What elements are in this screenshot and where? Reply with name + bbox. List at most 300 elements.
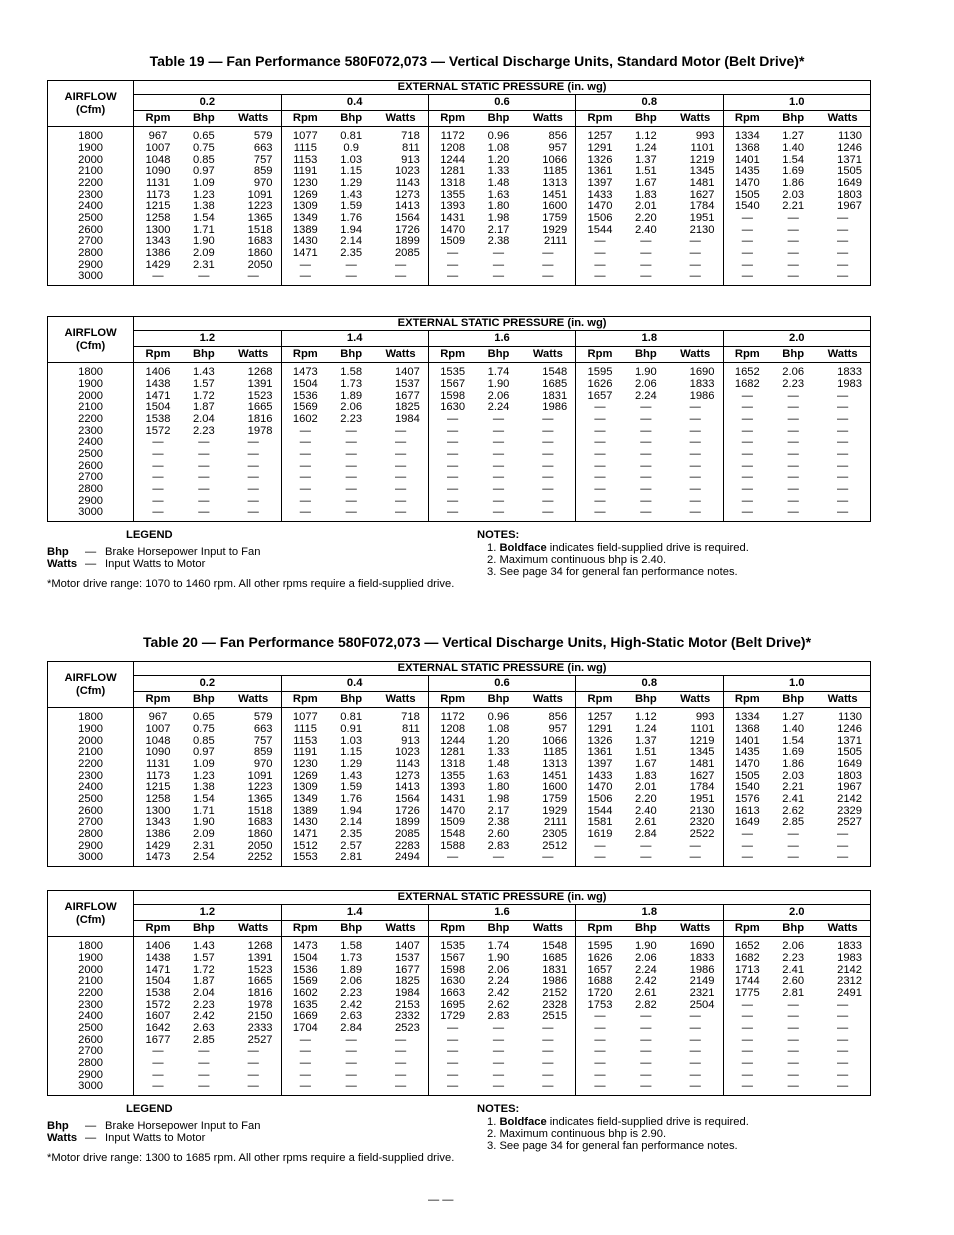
table-cell: — bbox=[815, 437, 870, 449]
airflow-header bbox=[48, 81, 134, 127]
table-row bbox=[48, 449, 871, 461]
table-cell: 1172 bbox=[428, 708, 476, 724]
cfm-label: (Cfm) bbox=[75, 684, 106, 697]
table-cell: — bbox=[345, 483, 357, 496]
table-cell: 1393 bbox=[428, 201, 476, 213]
legend-heading: LEGEND bbox=[126, 529, 173, 541]
table-cell: 1007 bbox=[145, 723, 171, 735]
table-row bbox=[48, 189, 871, 201]
table-cell: 2.63 bbox=[192, 1022, 215, 1035]
table-cell: 811 bbox=[402, 723, 420, 735]
table-cell: 2.63 bbox=[340, 1011, 363, 1023]
table-cell: 579 bbox=[253, 130, 273, 143]
fan-performance-table bbox=[47, 661, 871, 867]
table-cell: — bbox=[723, 390, 771, 402]
legend-key: Bhp bbox=[47, 546, 69, 558]
airflow-value: 2200 bbox=[48, 178, 134, 190]
table-cell: — bbox=[640, 472, 652, 484]
table-cell: 1309 bbox=[281, 201, 329, 213]
table-cell: 1816 bbox=[247, 413, 273, 425]
table-row bbox=[48, 236, 871, 248]
airflow-value: 3000 bbox=[48, 271, 134, 285]
table-row bbox=[48, 248, 871, 260]
table-cell: — bbox=[345, 1046, 357, 1058]
table-cell: 1.03 bbox=[340, 735, 363, 747]
table-cell: — bbox=[576, 1023, 624, 1035]
table-cell: 2142 bbox=[815, 794, 870, 806]
table-cell: 1553 bbox=[281, 852, 329, 866]
table-cell: — bbox=[576, 271, 624, 285]
table-cell: 1649 bbox=[815, 759, 870, 771]
table-row bbox=[48, 213, 871, 225]
note-number: 3. bbox=[487, 1140, 497, 1152]
table-cell: 1.24 bbox=[634, 723, 657, 735]
airflow-value: 2300 bbox=[48, 770, 134, 782]
table-cell: 2.06 bbox=[340, 402, 363, 414]
table-cell: — bbox=[576, 841, 624, 853]
table-cell: — bbox=[640, 1046, 652, 1058]
table-20-block-1 bbox=[47, 661, 871, 867]
airflow-label: AIRFLOW bbox=[64, 671, 117, 684]
table-cell: 1548 bbox=[542, 940, 568, 953]
table-cell: 1.54 bbox=[782, 154, 805, 166]
table-cell: 1535 bbox=[428, 363, 476, 379]
table-cell: 1.27 bbox=[782, 130, 805, 143]
pressure-header: 1.2 bbox=[199, 331, 216, 344]
table-cell: 1.87 bbox=[192, 402, 215, 414]
table-cell: 1509 bbox=[428, 817, 476, 829]
column-header-bhp: Bhp bbox=[476, 692, 520, 708]
table-cell: 1652 bbox=[723, 937, 771, 953]
table-row bbox=[48, 201, 871, 213]
table-cell: 2.81 bbox=[782, 987, 805, 999]
table-cell: 2.20 bbox=[634, 212, 657, 225]
table-cell: 1.87 bbox=[192, 976, 215, 988]
table-cell: — bbox=[152, 437, 164, 449]
table-cell: 1386 bbox=[145, 828, 171, 841]
table-row bbox=[48, 166, 871, 178]
table-cell: — bbox=[624, 852, 668, 866]
table-cell: 1269 bbox=[281, 770, 329, 782]
airflow-value: 2100 bbox=[48, 976, 134, 988]
table-cell: 1505 bbox=[815, 166, 870, 178]
table-cell: 1518 bbox=[247, 224, 273, 236]
note-item bbox=[477, 1128, 749, 1140]
airflow-value: 2500 bbox=[48, 213, 134, 225]
table-cell: 2.06 bbox=[487, 390, 510, 402]
table-cell: 1153 bbox=[281, 735, 329, 747]
table-cell: 1619 bbox=[576, 829, 624, 841]
table-cell: 1471 bbox=[281, 248, 329, 260]
table-cell: — bbox=[624, 271, 668, 285]
table-cell: 1091 bbox=[247, 189, 273, 201]
table-cell: — bbox=[640, 437, 652, 449]
airflow-value: 2900 bbox=[48, 841, 134, 853]
table-cell: 1391 bbox=[247, 952, 273, 964]
table-cell: — bbox=[689, 425, 701, 437]
legend-desc: Input Watts to Motor bbox=[105, 558, 206, 570]
airflow-value: 3000 bbox=[48, 507, 134, 521]
table-cell: 2.14 bbox=[340, 817, 363, 829]
table-cell: 970 bbox=[253, 758, 273, 770]
table-cell: 1269 bbox=[281, 189, 329, 201]
fan-performance-table bbox=[47, 80, 871, 286]
table-cell: 1753 bbox=[576, 999, 624, 1011]
table-cell: 1334 bbox=[723, 127, 771, 143]
table-cell: — bbox=[787, 999, 799, 1011]
table-cell: — bbox=[815, 271, 870, 285]
table-cell: 2.42 bbox=[634, 976, 657, 988]
note-text: Maximum continuous bhp is 2.40. bbox=[499, 554, 667, 566]
table-cell: 1567 bbox=[428, 953, 476, 965]
table-cell: — bbox=[345, 1069, 357, 1081]
table-cell: 1720 bbox=[576, 988, 624, 1000]
table-cell: 1309 bbox=[281, 782, 329, 794]
legend-key: Watts bbox=[47, 1132, 78, 1144]
table-cell: — bbox=[394, 1034, 407, 1046]
table-cell: 2.35 bbox=[340, 247, 363, 260]
table-cell: 1281 bbox=[428, 747, 476, 759]
table-cell: 1683 bbox=[247, 817, 273, 829]
table-row bbox=[48, 154, 871, 166]
table-cell: 2.31 bbox=[192, 840, 215, 852]
table-cell: — bbox=[576, 260, 624, 272]
table-cell: — bbox=[492, 495, 505, 507]
table-cell: 2.82 bbox=[634, 999, 657, 1011]
table-cell: — bbox=[723, 1046, 771, 1058]
table-cell: — bbox=[542, 413, 554, 425]
table-cell: — bbox=[281, 1035, 329, 1047]
table-cell: 2.42 bbox=[487, 987, 510, 999]
table-cell: 1803 bbox=[815, 189, 870, 201]
table-cell: 1951 bbox=[689, 793, 715, 806]
airflow-value: 3000 bbox=[48, 1081, 134, 1095]
table-cell: — bbox=[492, 483, 505, 496]
esp-header: EXTERNAL STATIC PRESSURE (in. wg) bbox=[134, 81, 871, 95]
table-cell: 2.60 bbox=[782, 976, 805, 988]
table-cell: 2.23 bbox=[340, 987, 363, 999]
table-cell: 1.80 bbox=[487, 201, 510, 213]
table-cell: 2.41 bbox=[782, 964, 805, 976]
legend-dash: — bbox=[85, 1132, 97, 1144]
table-cell: 1413 bbox=[394, 201, 420, 213]
table-cell: — bbox=[492, 437, 505, 449]
note-text: indicates field-supplied drive is required. bbox=[546, 1116, 749, 1128]
table-cell: — bbox=[198, 1057, 210, 1070]
table-cell: 2.06 bbox=[782, 366, 805, 379]
table-cell: — bbox=[542, 472, 554, 484]
table-cell: 1729 bbox=[428, 1011, 476, 1023]
table-cell: 1613 bbox=[723, 806, 771, 818]
table-cell: 1.89 bbox=[340, 390, 363, 402]
table-cell: 1978 bbox=[247, 999, 273, 1011]
table-cell: — bbox=[152, 1046, 164, 1058]
table-cell: — bbox=[345, 1057, 357, 1070]
table-cell: 2527 bbox=[815, 817, 870, 829]
table-row bbox=[48, 770, 871, 782]
column-header-rpm: Rpm bbox=[723, 921, 771, 937]
table-cell: 1215 bbox=[145, 782, 171, 794]
table-cell: — bbox=[640, 413, 652, 425]
column-header-watts: Watts bbox=[668, 921, 723, 937]
table-cell: — bbox=[542, 1034, 554, 1046]
table-cell: 2.61 bbox=[634, 987, 657, 999]
note-text: indicates field-supplied drive is required. bbox=[546, 542, 749, 554]
table-cell: — bbox=[723, 496, 771, 508]
airflow-value: 2400 bbox=[48, 201, 134, 213]
table-cell: — bbox=[394, 448, 407, 461]
table-cell: 1173 bbox=[145, 189, 171, 201]
table-cell: — bbox=[394, 1057, 407, 1070]
table-cell: 0.65 bbox=[192, 130, 215, 143]
table-cell: 1219 bbox=[689, 154, 715, 166]
table-cell: — bbox=[723, 484, 771, 496]
table-cell: — bbox=[576, 402, 624, 414]
table-cell: 1602 bbox=[281, 988, 329, 1000]
column-header-watts: Watts bbox=[815, 111, 870, 127]
airflow-value: 2800 bbox=[48, 829, 134, 841]
table-cell: 1523 bbox=[247, 964, 273, 976]
table-cell: 1.48 bbox=[487, 758, 510, 770]
airflow-value: 2000 bbox=[48, 964, 134, 976]
column-header-bhp: Bhp bbox=[476, 921, 520, 937]
table-cell: 1833 bbox=[815, 363, 870, 379]
table-cell: — bbox=[723, 236, 771, 248]
table-cell: 1.54 bbox=[782, 735, 805, 747]
legend-desc: Brake Horsepower Input to Fan bbox=[105, 546, 261, 558]
table-cell: — bbox=[226, 271, 281, 285]
table-cell: 1185 bbox=[543, 166, 568, 178]
table-cell: 1.38 bbox=[192, 201, 215, 213]
table-cell: 1318 bbox=[428, 759, 476, 771]
table-cell: — bbox=[198, 1069, 210, 1081]
table-cell: 1540 bbox=[723, 201, 771, 213]
table-cell: — bbox=[492, 425, 505, 437]
table-cell: — bbox=[281, 425, 329, 437]
table-cell: 1.94 bbox=[340, 224, 363, 236]
table-cell: — bbox=[428, 472, 476, 484]
note-item bbox=[477, 566, 749, 578]
table-cell: 1.63 bbox=[487, 770, 510, 782]
table-cell: — bbox=[542, 1057, 554, 1070]
table-cell: — bbox=[668, 1081, 723, 1095]
table-cell: 1.57 bbox=[192, 378, 215, 390]
table-cell: — bbox=[689, 1022, 701, 1035]
table-cell: — bbox=[689, 1057, 701, 1070]
pressure-header: 1.8 bbox=[576, 331, 723, 347]
airflow-value: 2100 bbox=[48, 166, 134, 178]
table-cell: — bbox=[542, 425, 554, 437]
table-cell: — bbox=[281, 1046, 329, 1058]
table-cell: 1685 bbox=[542, 952, 568, 964]
table-row bbox=[48, 988, 871, 1000]
table-cell: 1695 bbox=[428, 999, 476, 1011]
table-cell: 1504 bbox=[145, 402, 171, 414]
table-cell: 1833 bbox=[689, 378, 715, 390]
pressure-header: 2.0 bbox=[723, 331, 871, 347]
table-cell: 2.24 bbox=[487, 402, 510, 414]
table-cell: 2.06 bbox=[634, 952, 657, 964]
note-item bbox=[477, 542, 749, 554]
table-cell: — bbox=[640, 425, 652, 437]
legend-desc: Brake Horsepower Input to Fan bbox=[105, 1120, 261, 1132]
column-header-watts: Watts bbox=[521, 692, 576, 708]
table-cell: 1665 bbox=[247, 976, 273, 988]
column-header-rpm: Rpm bbox=[723, 347, 771, 363]
table-row bbox=[48, 379, 871, 391]
table-cell: 1223 bbox=[247, 782, 273, 794]
table-cell: 1899 bbox=[394, 236, 420, 248]
table-cell: — bbox=[492, 1046, 505, 1058]
table-cell: 1173 bbox=[145, 770, 171, 782]
column-header-rpm: Rpm bbox=[281, 692, 329, 708]
column-header-watts: Watts bbox=[668, 692, 723, 708]
table-cell: 1429 bbox=[145, 840, 171, 852]
table-cell: 1.29 bbox=[340, 177, 363, 189]
table-cell: 1.43 bbox=[192, 366, 215, 379]
table-row bbox=[48, 143, 871, 155]
table-cell: 957 bbox=[548, 142, 568, 154]
table-cell: 1630 bbox=[428, 402, 476, 414]
legend-item bbox=[47, 1120, 260, 1132]
table-cell: 2.38 bbox=[487, 817, 510, 829]
legend-desc: Input Watts to Motor bbox=[105, 1132, 206, 1144]
table-cell: 1300 bbox=[145, 805, 171, 817]
table-cell: — bbox=[134, 507, 182, 521]
table-cell: — bbox=[640, 483, 652, 496]
table-cell: — bbox=[428, 852, 476, 866]
table-cell: 1.94 bbox=[340, 805, 363, 817]
airflow-value: 2900 bbox=[48, 260, 134, 272]
table-cell: 1630 bbox=[428, 976, 476, 988]
table-cell: — bbox=[640, 247, 652, 260]
column-header-watts: Watts bbox=[521, 111, 576, 127]
table-cell: 2.40 bbox=[634, 224, 657, 236]
table-cell: — bbox=[723, 999, 771, 1011]
table-cell: 2.24 bbox=[487, 976, 510, 988]
table-cell: 957 bbox=[548, 723, 568, 735]
table-cell: 1.89 bbox=[340, 964, 363, 976]
table-cell: — bbox=[723, 213, 771, 225]
table-cell: 1665 bbox=[247, 402, 273, 414]
airflow-value: 2800 bbox=[48, 1058, 134, 1070]
table-cell: — bbox=[723, 829, 771, 841]
airflow-value: 2200 bbox=[48, 414, 134, 426]
table-cell: 2328 bbox=[542, 999, 568, 1011]
table-cell: 1504 bbox=[281, 953, 329, 965]
pressure-header: 0.8 bbox=[576, 676, 723, 692]
table-cell: — bbox=[771, 852, 815, 866]
pressure-header: 0.6 bbox=[428, 95, 575, 111]
table-cell: 1506 bbox=[576, 213, 624, 225]
table-cell: 1569 bbox=[281, 402, 329, 414]
table-cell: 1831 bbox=[542, 964, 568, 976]
table-cell: — bbox=[576, 236, 624, 248]
table-cell: 1.58 bbox=[340, 366, 363, 379]
table-cell: 1401 bbox=[723, 735, 771, 747]
table-cell: 1470 bbox=[723, 178, 771, 190]
airflow-value: 2400 bbox=[48, 437, 134, 449]
table-cell: — bbox=[787, 1011, 799, 1023]
table-cell: 2149 bbox=[689, 976, 715, 988]
table-cell: 2.21 bbox=[782, 201, 805, 213]
table-cell: 1.08 bbox=[487, 723, 510, 735]
table-cell: 1185 bbox=[543, 747, 568, 759]
table-cell: — bbox=[787, 1022, 799, 1035]
table-cell: — bbox=[815, 1023, 870, 1035]
table-cell: 1536 bbox=[281, 390, 329, 402]
table-cell: 1371 bbox=[815, 154, 870, 166]
table-cell: 1430 bbox=[281, 817, 329, 829]
table-cell: — bbox=[815, 414, 870, 426]
table-cell: 1258 bbox=[145, 212, 171, 225]
table-cell: — bbox=[394, 259, 407, 271]
table-cell: 663 bbox=[253, 142, 273, 154]
table-cell: 1537 bbox=[394, 952, 420, 964]
airflow-value: 2000 bbox=[48, 390, 134, 402]
table-cell: 2.01 bbox=[634, 782, 657, 794]
table-cell: 1.38 bbox=[192, 782, 215, 794]
table-cell: 1.76 bbox=[340, 793, 363, 806]
table-cell: — bbox=[428, 271, 476, 285]
table-cell: 1860 bbox=[247, 828, 273, 841]
table-row bbox=[48, 841, 871, 853]
table-cell: 1361 bbox=[576, 166, 624, 178]
table-cell: — bbox=[152, 460, 164, 472]
pressure-header: 1.6 bbox=[428, 905, 575, 921]
table-cell: 2.04 bbox=[192, 987, 215, 999]
table-cell: 1978 bbox=[247, 425, 273, 437]
table-cell: 1784 bbox=[689, 201, 715, 213]
table-cell: 1.51 bbox=[634, 166, 657, 178]
table-cell: — bbox=[428, 248, 476, 260]
table-cell: 2494 bbox=[373, 852, 428, 866]
table-cell: 1318 bbox=[428, 178, 476, 190]
table-cell: — bbox=[428, 425, 476, 437]
table-cell: — bbox=[476, 852, 520, 866]
column-header-rpm: Rpm bbox=[576, 692, 624, 708]
table-cell: 1386 bbox=[145, 247, 171, 260]
table-cell: 970 bbox=[253, 177, 273, 189]
table-cell: — bbox=[281, 507, 329, 521]
table-cell: — bbox=[787, 495, 799, 507]
column-header-watts: Watts bbox=[226, 347, 281, 363]
table-cell: 0.85 bbox=[192, 154, 215, 166]
table-cell: — bbox=[152, 495, 164, 507]
table-row bbox=[48, 437, 871, 449]
table-cell: 1273 bbox=[394, 770, 420, 782]
table-cell: 1986 bbox=[689, 390, 715, 402]
table-cell: 2512 bbox=[542, 840, 568, 852]
table-cell: — bbox=[787, 448, 799, 461]
table-cell: 2.24 bbox=[634, 964, 657, 976]
airflow-header bbox=[48, 317, 134, 363]
table-cell: 1626 bbox=[576, 953, 624, 965]
table-cell: 1397 bbox=[576, 759, 624, 771]
table-cell: — bbox=[771, 271, 815, 285]
table-cell: 1.15 bbox=[340, 747, 363, 759]
table-cell: — bbox=[723, 248, 771, 260]
column-header-rpm: Rpm bbox=[428, 347, 476, 363]
table-cell: — bbox=[281, 449, 329, 461]
esp-header: EXTERNAL STATIC PRESSURE (in. wg) bbox=[134, 317, 871, 331]
table-cell: — bbox=[281, 496, 329, 508]
table-cell: 1600 bbox=[542, 782, 568, 794]
table-cell: — bbox=[394, 495, 407, 507]
table-cell: — bbox=[815, 425, 870, 437]
airflow-value: 2300 bbox=[48, 425, 134, 437]
airflow-value: 1900 bbox=[48, 379, 134, 391]
